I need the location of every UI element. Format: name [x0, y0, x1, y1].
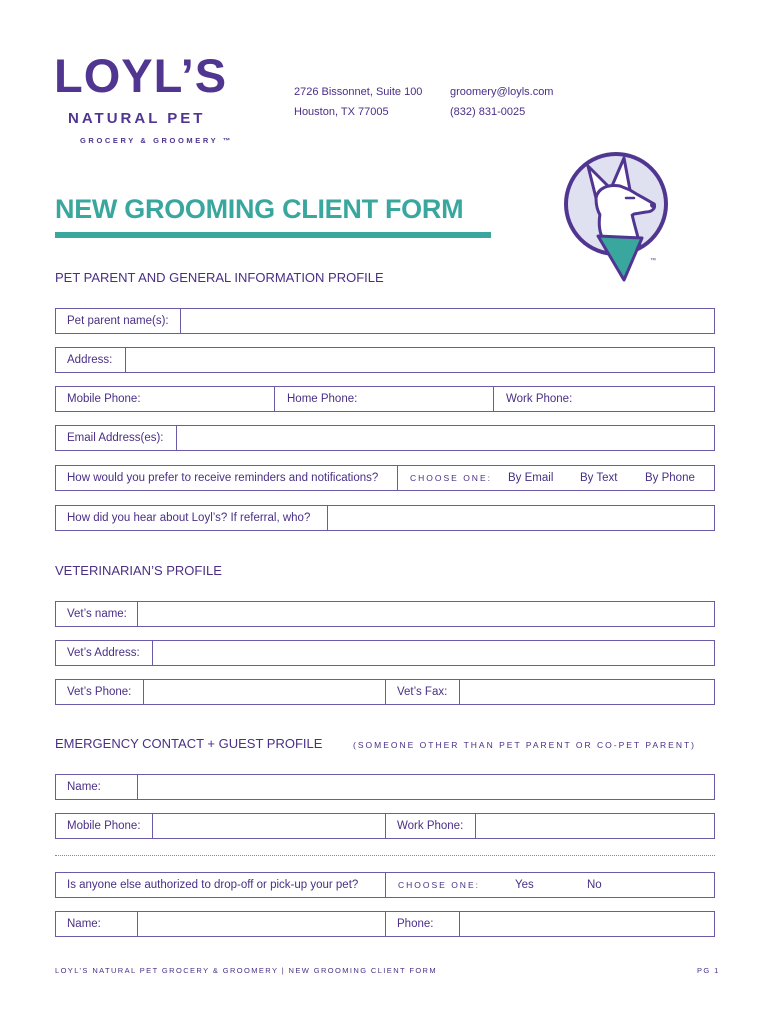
mobile-phone-field[interactable] [56, 387, 275, 411]
address-line2: Houston, TX 77005 [294, 106, 389, 118]
vet-fax-label: Vet’s Fax: [386, 680, 460, 704]
emergency-work-label: Work Phone: [386, 814, 476, 838]
section-heading-pet-parent: PET PARENT AND GENERAL INFORMATION PROFILE [55, 270, 384, 285]
vet-address-row [55, 640, 715, 666]
referral-row [55, 505, 715, 531]
home-phone-label: Home Phone: [287, 393, 358, 405]
address-field[interactable] [126, 348, 714, 372]
emergency-mobile-field[interactable] [153, 814, 386, 838]
email-field[interactable] [177, 426, 714, 450]
referral-question: How did you hear about Loyl’s? If referral, who? [56, 506, 328, 530]
vet-name-field[interactable] [138, 602, 714, 626]
title-underline [55, 232, 491, 238]
section-divider [55, 855, 715, 856]
brand-subtitle: NATURAL PET [68, 110, 206, 127]
reminder-row [55, 465, 715, 491]
vet-name-label: Vet’s name: [56, 602, 138, 626]
address-label: Address: [56, 348, 126, 372]
guest-phone-label: Phone: [386, 912, 460, 936]
emergency-name-label: Name: [56, 775, 138, 799]
vet-name-row [55, 601, 715, 627]
page-number: PG 1 [697, 966, 720, 975]
email-label: Email Address(es): [56, 426, 177, 450]
address-row [55, 347, 715, 373]
vet-phone-row [55, 679, 715, 705]
brand-name: LOYL’S [54, 49, 228, 102]
emergency-name-field[interactable] [138, 775, 714, 799]
reminder-choose-one: CHOOSE ONE: [410, 473, 492, 483]
phones-row [55, 386, 715, 412]
reminder-option-email[interactable]: By Email [508, 472, 554, 484]
authorized-row [55, 872, 715, 898]
contact-phone: (832) 831-0025 [450, 106, 526, 118]
guest-name-field[interactable] [138, 912, 386, 936]
pet-parent-name-label: Pet parent name(s): [56, 309, 181, 333]
email-row [55, 425, 715, 451]
authorized-option-yes[interactable]: Yes [515, 879, 534, 891]
section-heading-emergency: EMERGENCY CONTACT + GUEST PROFILE [55, 736, 323, 751]
emergency-note: (SOMEONE OTHER THAN PET PARENT OR CO-PET PARENT) [353, 740, 697, 750]
work-phone-field[interactable] [494, 387, 714, 411]
mobile-phone-label: Mobile Phone: [67, 393, 141, 405]
footer-left: LOYL’S NATURAL PET GROCERY & GROOMERY | NEW GROOMING CLIENT FORM [55, 966, 438, 975]
emergency-work-field[interactable] [476, 814, 714, 838]
logo-trademark: ™ [650, 258, 656, 264]
vet-address-field[interactable] [153, 641, 714, 665]
vet-address-label: Vet’s Address: [56, 641, 153, 665]
emergency-name-row [55, 774, 715, 800]
referral-field[interactable] [328, 506, 714, 530]
emergency-mobile-label: Mobile Phone: [56, 814, 153, 838]
emergency-phone-row [55, 813, 715, 839]
pet-parent-name-row [55, 308, 715, 334]
vet-fax-field[interactable] [460, 680, 714, 704]
authorized-option-no[interactable]: No [587, 879, 602, 891]
guest-name-label: Name: [56, 912, 138, 936]
contact-email: groomery@loyls.com [450, 86, 554, 98]
authorized-choose-one: CHOOSE ONE: [398, 880, 480, 890]
guest-row [55, 911, 715, 937]
vet-phone-label: Vet’s Phone: [56, 680, 144, 704]
authorized-question: Is anyone else authorized to drop-off or pick-up your pet? [56, 873, 386, 897]
section-heading-vet: VETERINARIAN’S PROFILE [55, 563, 222, 578]
guest-phone-field[interactable] [460, 912, 714, 936]
page-title: NEW GROOMING CLIENT FORM [55, 194, 464, 224]
dog-mascot-icon [562, 152, 674, 292]
address-line1: 2726 Bissonnet, Suite 100 [294, 86, 423, 98]
brand-tagline: GROCERY & GROOMERY ™ [80, 136, 233, 145]
pet-parent-name-field[interactable] [181, 309, 714, 333]
reminder-option-phone[interactable]: By Phone [645, 472, 695, 484]
reminder-option-text[interactable]: By Text [580, 472, 618, 484]
reminder-question: How would you prefer to receive reminders and notifications? [56, 466, 398, 490]
home-phone-field[interactable] [275, 387, 494, 411]
work-phone-label: Work Phone: [506, 393, 573, 405]
vet-phone-field[interactable] [144, 680, 386, 704]
